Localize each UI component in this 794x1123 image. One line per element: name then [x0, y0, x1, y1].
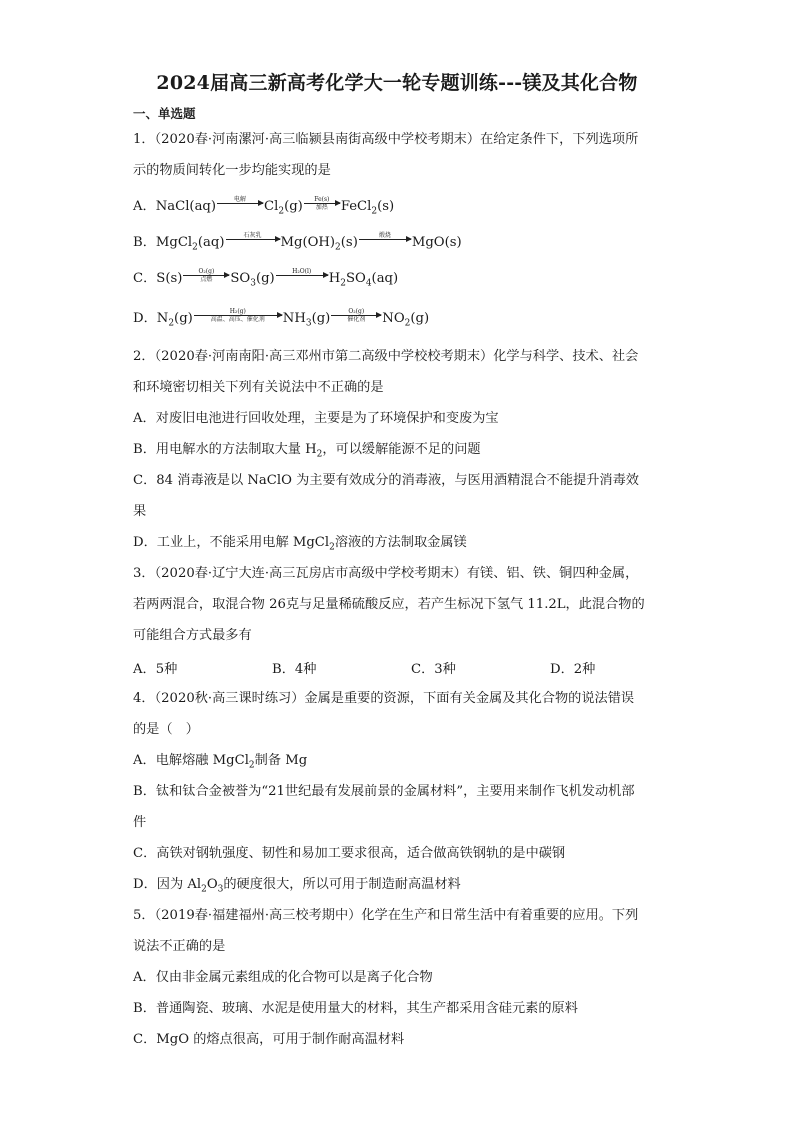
- q1-stem-line2: 示的物质间转化一步均能实现的是: [133, 163, 331, 178]
- reaction-arrow: O₂(g) 点燃: [183, 268, 229, 283]
- q2-stem-line2: 和环境密切相关下列有关说法中不正确的是: [133, 380, 384, 395]
- q2-option-c-line2: 果: [133, 504, 147, 519]
- q3-stem-line1: 3．（2020春·辽宁大连·高三瓦房店市高级中学校考期末）有镁、铝、铁、铜四种金属，: [133, 566, 639, 581]
- reaction-arrow: 煅烧: [359, 232, 411, 247]
- q1-option-b[interactable]: B．MgCl$_2$(aq) 石灰乳 $Mg(OH)_2(s)$ 煅烧 MgO(s): [133, 232, 462, 253]
- q3-stem-line3: 可能组合方式最多有: [133, 628, 252, 643]
- section-heading: 一、单选题: [133, 106, 196, 121]
- q1-option-d[interactable]: D．$N_2(g)$ H₂(g) 高温、高压、催化剂 $NH_3(g)$ O₂(g) 催化剂 $NO_2(g)$: [133, 308, 430, 329]
- q1-stem-line1: 1．（2020春·河南漯河·高三临颍县南街高级中学校考期末）在给定条件下，下列选项所: [133, 132, 639, 147]
- q5-option-a[interactable]: A．仅由非金属元素组成的化合物可以是离子化合物: [133, 970, 433, 985]
- q5-stem-line2: 说法不正确的是: [133, 939, 226, 954]
- q3-option-a[interactable]: A．5种: [133, 662, 178, 677]
- reaction-arrow: 电解: [217, 196, 263, 211]
- q2-option-c-line1[interactable]: C．84 消毒液是以 NaClO 为主要有效成分的消毒液，与医用酒精混合不能提升消毒效: [133, 473, 639, 488]
- q4-option-b-line1[interactable]: B．钛和钛合金被誉为“21世纪最有发展前景的金属材料”，主要用来制作飞机发动机部: [133, 784, 635, 799]
- q3-option-c[interactable]: C．3种: [411, 662, 456, 677]
- q4-option-b-line2: 件: [133, 815, 147, 830]
- q2-option-d[interactable]: D．工业上，不能采用电解 MgCl$_2$溶液的方法制取金属镁: [133, 535, 467, 553]
- reaction-arrow: O₂(g) 催化剂: [331, 308, 381, 323]
- q5-option-c[interactable]: C．MgO 的熔点很高，可用于制作耐高温材料: [133, 1032, 405, 1047]
- q3-options: [133, 658, 733, 677]
- q4-option-c[interactable]: C．高铁对钢轨强度、韧性和易加工要求很高，适合做高铁钢轨的是中碳钢: [133, 846, 566, 861]
- q3-option-b[interactable]: B．4种: [272, 662, 317, 677]
- reaction-arrow: H₂(g) 高温、高压、催化剂: [194, 308, 282, 323]
- reaction-arrow: Fe(s) 加热: [304, 196, 340, 211]
- q2-stem-line1: 2．（2020春·河南南阳·高三邓州市第二高级中学校校考期末）化学与科学、技术、社会: [133, 349, 639, 364]
- q4-option-a[interactable]: A．电解熔融 MgCl$_2$制备 Mg: [133, 753, 308, 771]
- q2-option-a[interactable]: A．对废旧电池进行回收处理，主要是为了环境保护和变废为宝: [133, 411, 499, 426]
- q3-option-d[interactable]: D．2种: [550, 662, 596, 677]
- q5-option-b[interactable]: B．普通陶瓷、玻璃、水泥是使用量大的材料，其生产都采用含硅元素的原料: [133, 1001, 578, 1016]
- q2-option-b[interactable]: B．用电解水的方法制取大量 $H_2$，可以缓解能源不足的问题: [133, 442, 481, 460]
- q4-stem-line2: 的是（ ）: [133, 722, 199, 737]
- q3-stem-line2: 若两两混合，取混合物 26克与足量稀硫酸反应，若产生标况下氢气 11.2L，此混合物的: [133, 597, 645, 612]
- q4-stem-line1: 4．（2020秋·高三课时练习）金属是重要的资源，下面有关金属及其化合物的说法错误: [133, 691, 635, 706]
- reaction-arrow: H₂O(l): [276, 268, 328, 283]
- q4-option-d[interactable]: D．因为 $Al_2O_3$的硬度很大，所以可用于制造耐高温材料: [133, 877, 461, 895]
- q5-stem-line1: 5．（2019春·福建福州·高三校考期中）化学在生产和日常生活中有着重要的应用。下列: [133, 908, 639, 923]
- page-title: 2024届高三新高考化学大一轮专题训练---镁及其化合物: [156, 72, 638, 94]
- q1-option-a[interactable]: A．NaCl(aq) 电解 $Cl_2(g)$ Fe(s) 加热 FeCl$_2$(s): [133, 196, 395, 217]
- reaction-arrow: 石灰乳: [226, 232, 280, 247]
- q1-option-c[interactable]: C．S(s) O₂(g) 点燃 $SO_3(g)$ H₂O(l) $H_2SO_4(aq)$: [133, 268, 399, 289]
